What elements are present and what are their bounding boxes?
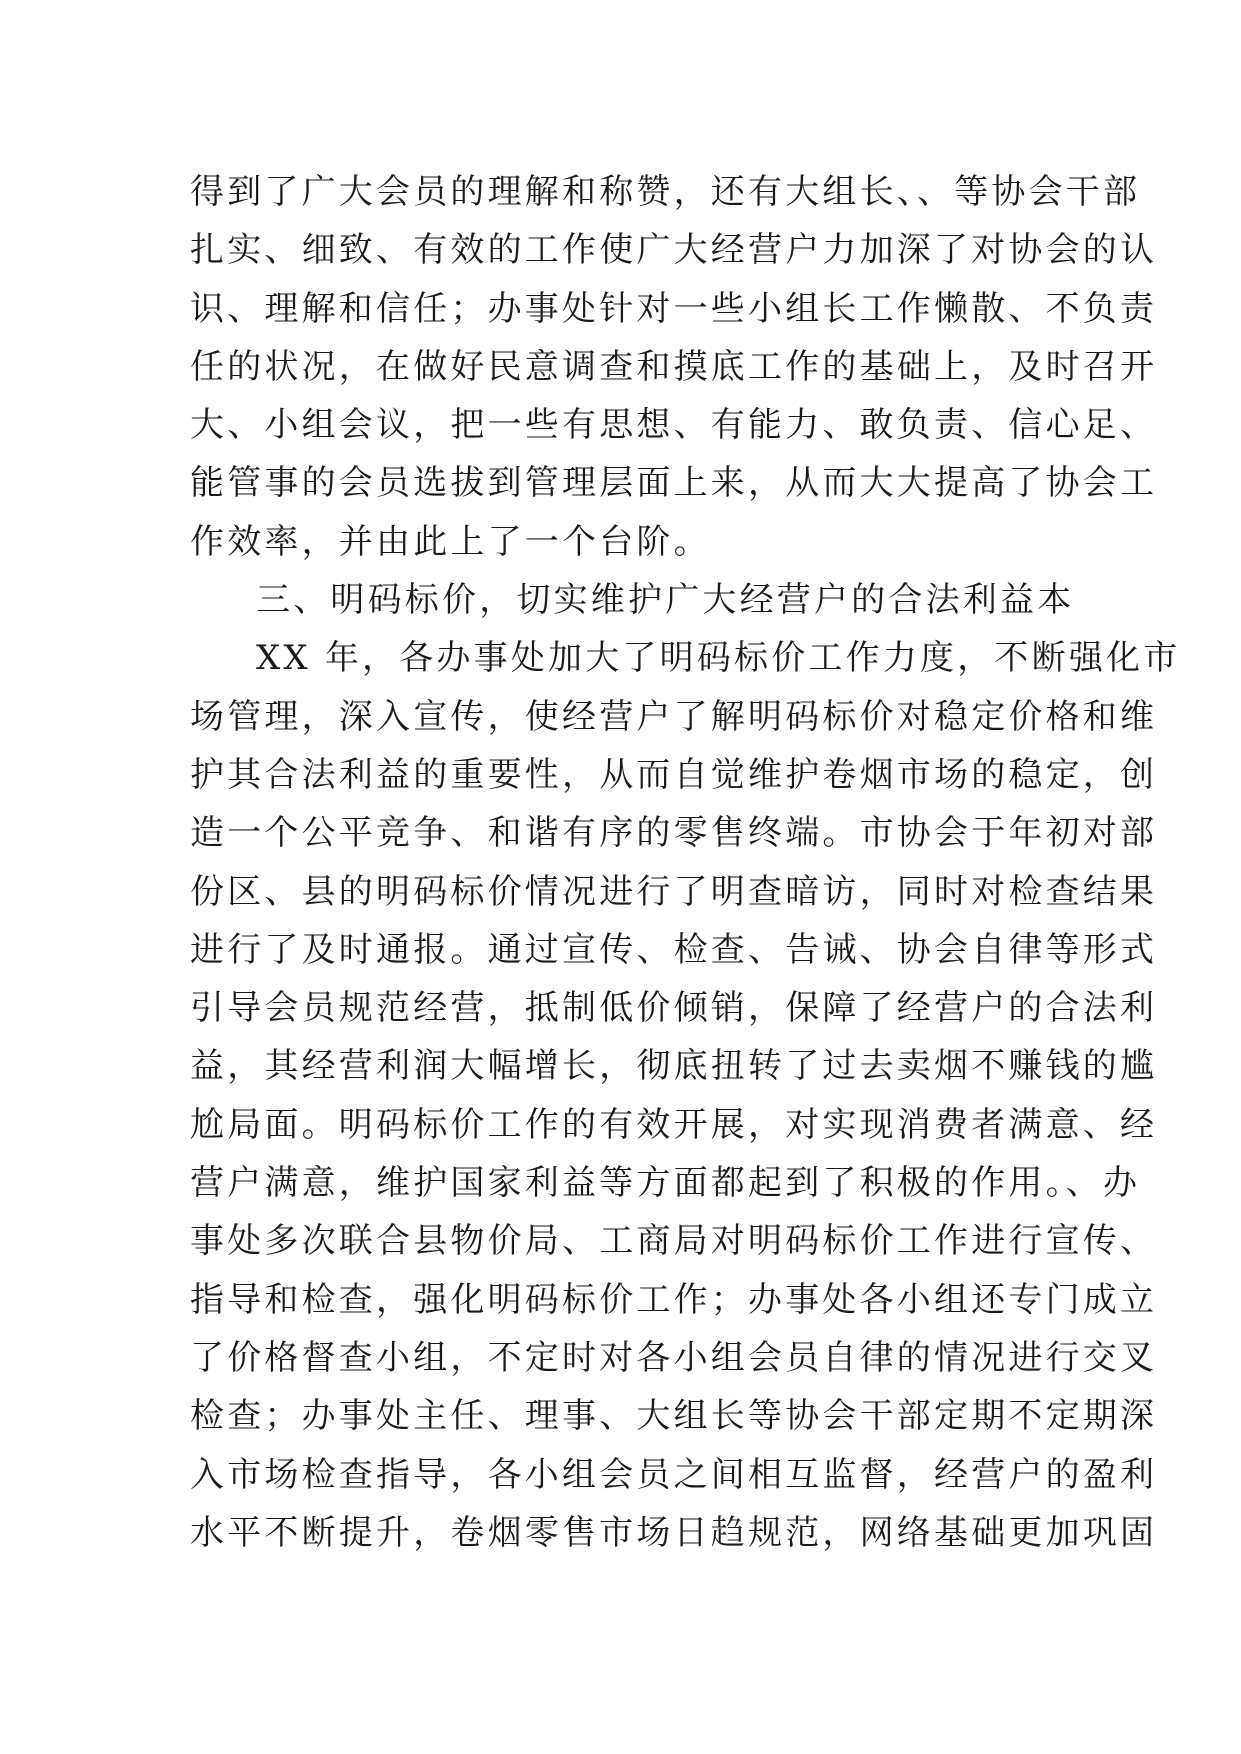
document-body (190, 163, 1181, 1562)
paragraph-line: 大、小组会议，把一些有思想、有能力、敢负责、信心足、 (190, 405, 1158, 446)
paragraph-line: 指导和检查，强化明码标价工作；办事处各小组还专门成立 (190, 1279, 1158, 1320)
paragraph-line: 识、理解和信任；办事处针对一些小组长工作懒散、不负责 (190, 288, 1158, 329)
paragraph-line: 引导会员规范经营，抵制低价倾销，保障了经营户的合法利 (190, 988, 1158, 1029)
paragraph-line: 扎实、细致、有效的工作使广大经营户力加深了对协会的认 (190, 230, 1158, 271)
paragraph-line: 营户满意，维护国家利益等方面都起到了积极的作用。、办 (190, 1163, 1141, 1204)
paragraph-line: 水平不断提升，卷烟零售市场日趋规范，网络基础更加巩固 (190, 1512, 1158, 1553)
paragraph-line: 了价格督查小组，不定时对各小组会员自律的情况进行交叉 (190, 1337, 1158, 1378)
paragraph-line: 得到了广大会员的理解和称赞，还有大组长、、等协会干部 (190, 172, 1141, 212)
paragraph-line: 入市场检查指导，各小组会员之间相互监督，经营户的盈利 (190, 1454, 1158, 1495)
paragraph (190, 629, 1181, 1562)
paragraph-line: 份区、县的明码标价情况进行了明查暗访，同时对检查结果 (190, 871, 1158, 912)
paragraph-line: 能管事的会员选拔到管理层面上来，从而大大提高了协会工 (190, 463, 1158, 504)
paragraph-line: 任的状况，在做好民意调查和摸底工作的基础上，及时召开 (190, 346, 1158, 387)
paragraph-line: 护其合法利益的重要性，从而自觉维护卷烟市场的稳定，创 (190, 754, 1158, 795)
paragraph-line: 检查；办事处主任、理事、大组长等协会干部定期不定期深 (190, 1396, 1158, 1437)
paragraph-line: 事处多次联合县物价局、工商局对明码标价工作进行宣传、 (190, 1221, 1158, 1262)
paragraph-line: 造一个公平竞争、和谐有序的零售终端。市协会于年初对部 (190, 813, 1158, 854)
paragraph-line: 进行了及时通报。通过宣传、检查、告诫、协会自律等形式 (190, 929, 1158, 970)
paragraph-line: 场管理，深入宣传，使经营户了解明码标价对稳定价格和维 (190, 696, 1158, 737)
paragraph-line: 尬局面。明码标价工作的有效开展，对实现消费者满意、经 (190, 1104, 1158, 1145)
paragraph-line: XX 年，各办事处加大了明码标价工作力度，不断强化市 (256, 638, 1181, 679)
section-heading: 三、明码标价，切实维护广大经营户的合法利益本 (256, 580, 1075, 621)
paragraph-line: 益，其经营利润大幅增长，彻底扭转了过去卖烟不赚钱的尴 (190, 1046, 1158, 1087)
paragraph-line: 作效率，并由此上了一个台阶。 (190, 521, 711, 562)
paragraph-continued (190, 163, 1158, 571)
